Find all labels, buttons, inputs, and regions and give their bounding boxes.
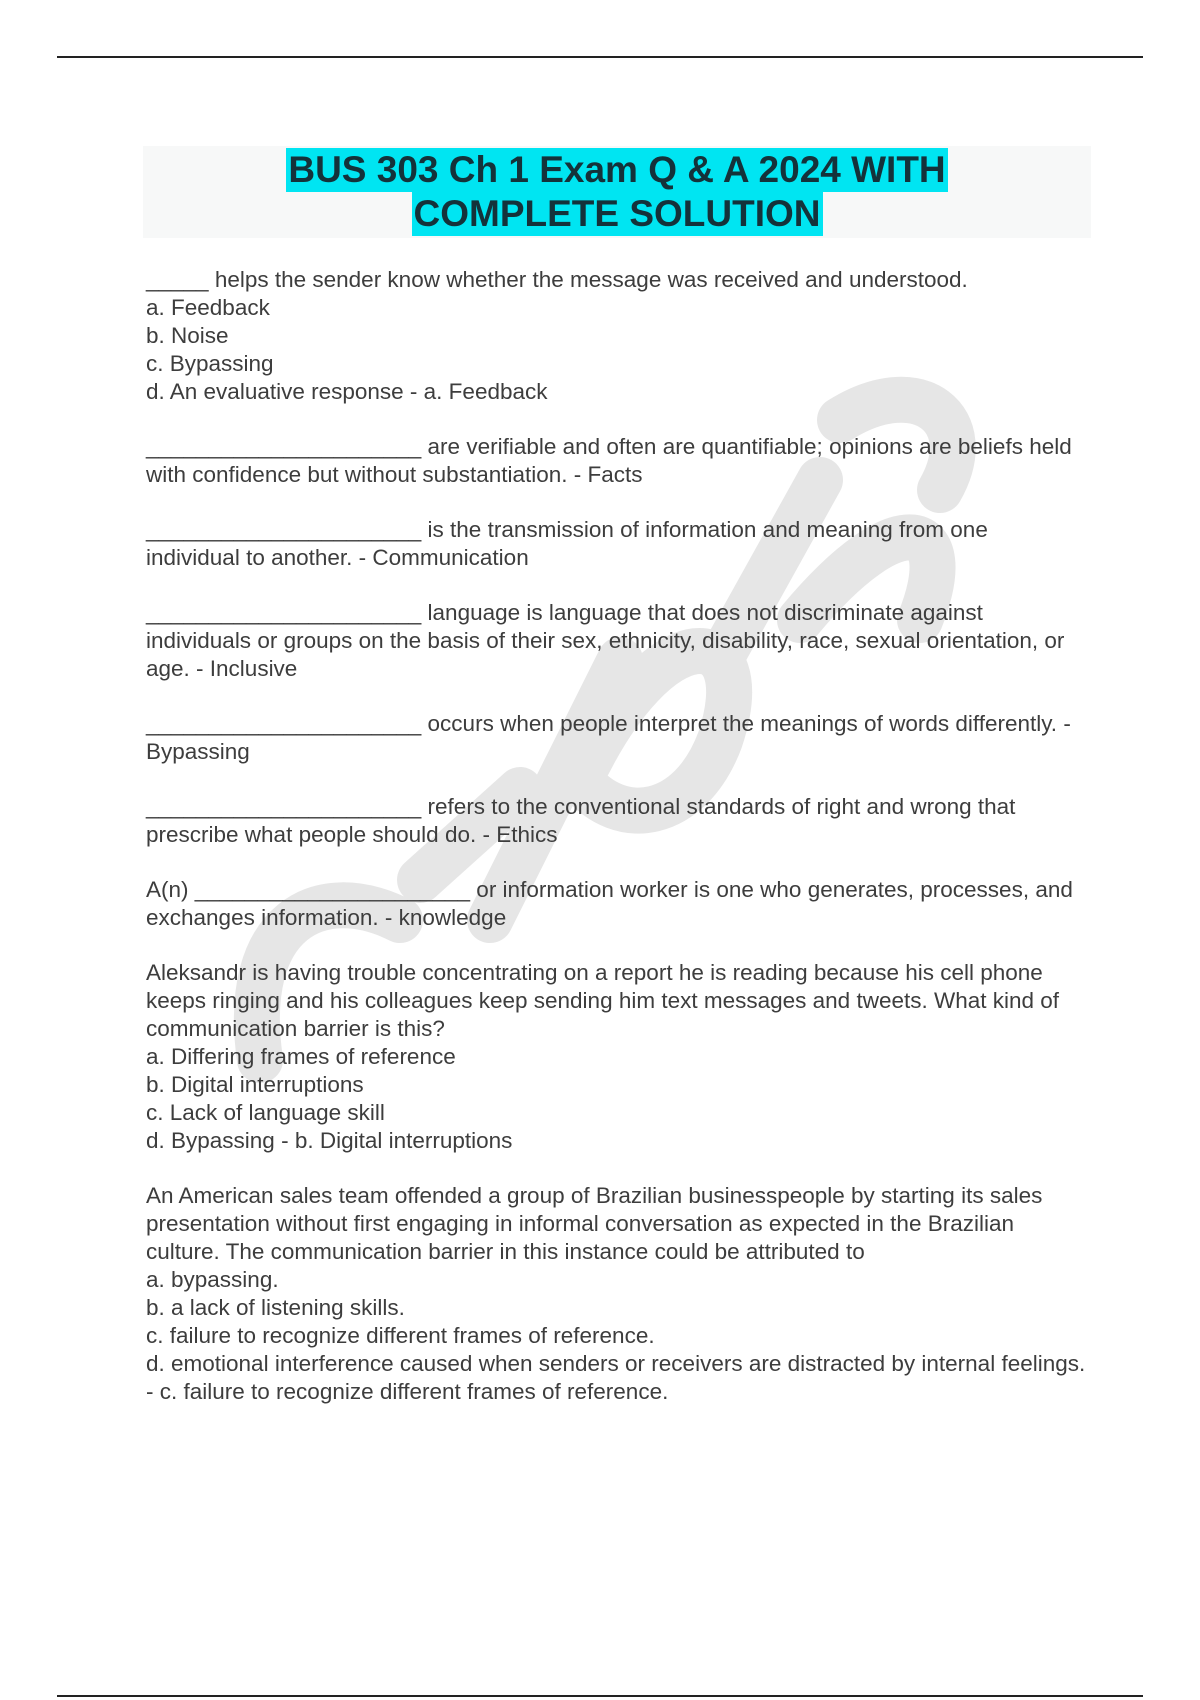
answer-option: d. Bypassing - b. Digital interruptions	[146, 1128, 513, 1153]
question-9	[146, 1182, 1086, 1406]
document-title-line-2: COMPLETE SOLUTION	[413, 193, 821, 234]
answer-option: d. An evaluative response - a. Feedback	[146, 379, 548, 404]
question-stem: ______________________ are verifiable and often are quantifiable; opinions are beliefs held with confidence but without substantiation. - Facts	[146, 434, 1072, 487]
answer-option: c. Lack of language skill	[146, 1100, 385, 1125]
answer-option: c. failure to recognize different frames of reference.	[146, 1323, 655, 1348]
document-title-box	[143, 146, 1091, 238]
question-2	[146, 433, 1086, 489]
answer-option: d. emotional interference caused when senders or receivers are distracted by internal feelings. - c. failure to recognize different frames of reference.	[146, 1351, 1086, 1404]
question-5	[146, 710, 1086, 766]
question-stem: A(n) ______________________ or information worker is one who generates, processes, and exchanges information. - knowledge	[146, 877, 1073, 930]
question-stem: An American sales team offended a group of Brazilian businesspeople by starting its sales presentation without first engaging in informal conversation as expected in the Brazilian culture. The communication barrier in this instance could be attributed to	[146, 1183, 1043, 1264]
answer-option: a. bypassing.	[146, 1267, 279, 1292]
answer-option: b. Noise	[146, 323, 229, 348]
question-stem: ______________________ refers to the conventional standards of right and wrong that prescribe what people should do. - Ethics	[146, 794, 1016, 847]
question-list	[146, 266, 1086, 1433]
bottom-rule	[57, 1695, 1143, 1697]
top-rule	[57, 56, 1143, 58]
question-8	[146, 959, 1086, 1155]
question-stem: Aleksandr is having trouble concentrating on a report he is reading because his cell phone keeps ringing and his colleagues keep sending him text messages and tweets. What kind of communication barrier is this?	[146, 960, 1060, 1041]
question-stem: ______________________ is the transmission of information and meaning from one individual to another. - Communication	[146, 517, 988, 570]
answer-option: a. Feedback	[146, 295, 270, 320]
question-stem: _____ helps the sender know whether the message was received and understood.	[146, 267, 968, 292]
question-7	[146, 876, 1086, 932]
question-stem: ______________________ occurs when people interpret the meanings of words differently. - Bypassing	[146, 711, 1071, 764]
question-1	[146, 266, 1086, 406]
question-3	[146, 516, 1086, 572]
answer-option: b. Digital interruptions	[146, 1072, 364, 1097]
question-6	[146, 793, 1086, 849]
question-stem: ______________________ language is language that does not discriminate against individuals or groups on the basis of their sex, ethnicity, disability, race, sexual orientation, or age. - Inclusive	[146, 600, 1065, 681]
answer-option: b. a lack of listening skills.	[146, 1295, 405, 1320]
answer-option: c. Bypassing	[146, 351, 274, 376]
question-4	[146, 599, 1086, 683]
answer-option: a. Differing frames of reference	[146, 1044, 456, 1069]
document-title-line-1: BUS 303 Ch 1 Exam Q & A 2024 WITH	[288, 149, 946, 190]
